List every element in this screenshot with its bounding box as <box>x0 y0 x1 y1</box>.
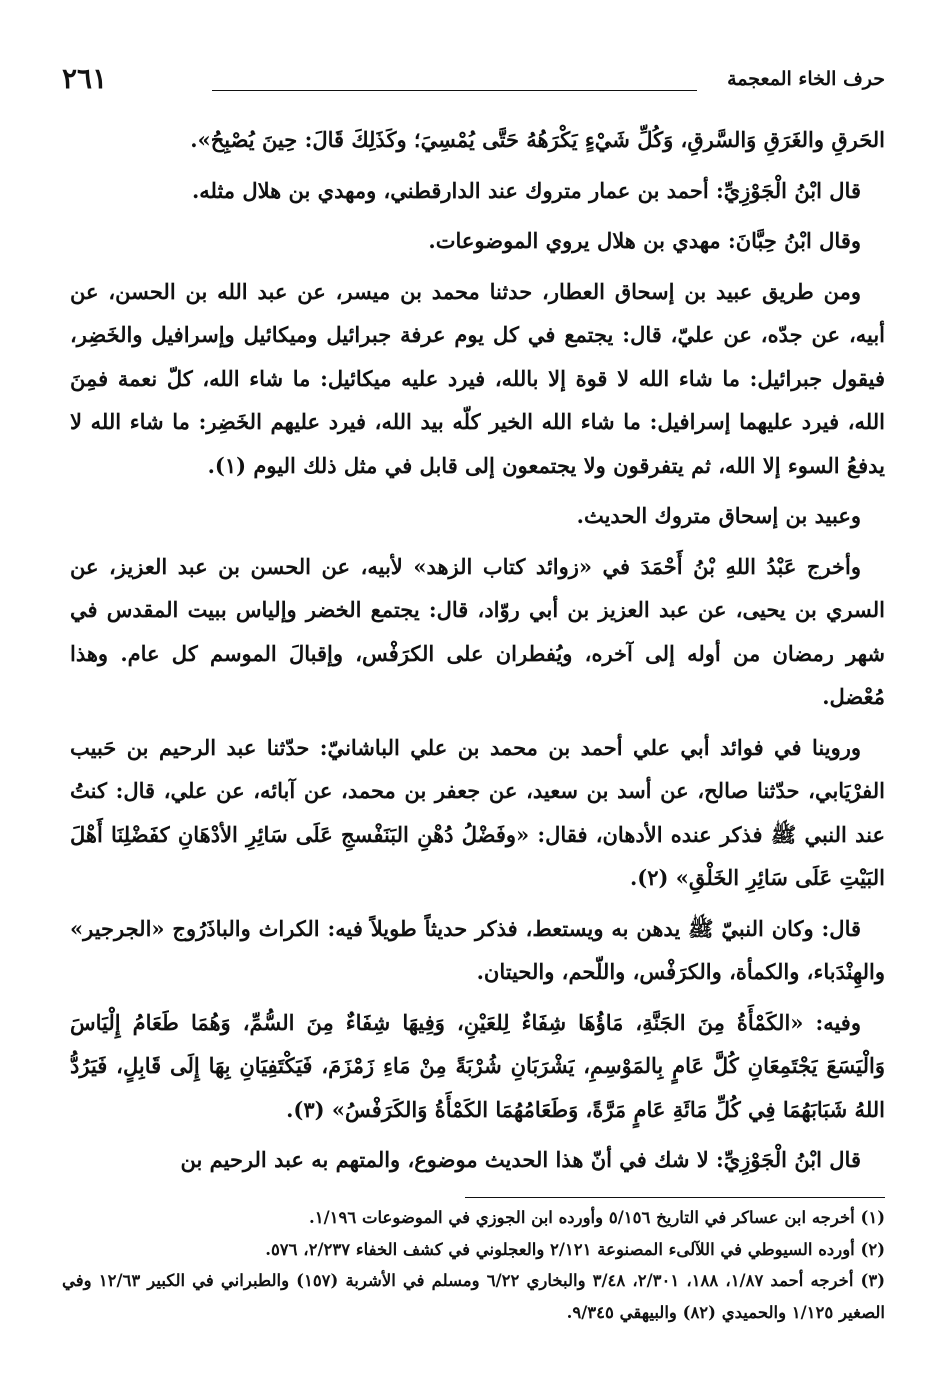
paragraph: وقال ابْنُ حِبَّانَ: مهدي بن هلال يروي الموضوعات. <box>428 228 861 253</box>
chapter-title: حرف الخاء المعجمة <box>727 68 885 90</box>
page-number: ٢٦١ <box>62 62 108 95</box>
footnote: (٣) أخرجه أحمد ١/٨٧، ١٨٨، ٢/٣٠١، ٣/٤٨ والبخاري ٦/٢٢ ومسلم في الأشربة (١٥٧) والطبراني في الكبير ١٢/٦٣ وفي الصغير ١/١٢٥ والحميدي (٨٢) والبيهقي ٩/٣٤٥. <box>62 1271 886 1322</box>
paragraph: قال: وكان النبيّ ﷺ يدهن به ويستعط، فذكر حديثاً طويلاً فيه: الكراث والباذَرُوج «الجرجير» والهِنْدَباء، والكمأة، والكرَفْس، واللّحم، والحيتان. <box>70 915 885 984</box>
main-text <box>70 118 885 1189</box>
header-rule <box>212 90 697 91</box>
paragraph: الحَرقِ والغَرَقِ وَالسَّرقِ، وَكُلِّ شَيْءٍ يَكْرَهُهُ حَتَّى يُمْسِيَ؛ وكَذَلِكَ قَالَ: حِينَ يُصْبِحُ». <box>190 127 885 152</box>
footnotes <box>62 1202 885 1328</box>
paragraph: وعبيد بن إسحاق متروك الحديث. <box>576 503 861 528</box>
footnote-rule <box>465 1197 885 1198</box>
paragraph: ومن طريق عبيد بن إسحاق العطار، حدثنا محمد بن ميسر، عن عبد الله بن الحسن، عن أبيه، عن جدّه، عن عليّ، قال: يجتمع في كل يوم عرفة جبرائيل وميكائيل وإسرافيل والخَضِر، فيقول جبرائيل: ما شاء الله لا قوة إلا بالله، فيرد عليه ميكائيل: ما شاء الله، كلّ نعمة فمِنَ الله، فيرد عليهما إسرافيل: ما شاء الله الخير كلّه بيد الله، فيرد عليهم الخَضِر: ما شاء الله لا يدفعُ السوء إلا الله، ثم يتفرقون ولا يجتمعون إلى قابل في مثل ذلك اليوم (١). <box>70 278 885 478</box>
paragraph: قال ابْنُ الْجَوْزِيِّ: أحمد بن عمار متروك عند الدارقطني، ومهدي بن هلال مثله. <box>191 177 861 203</box>
page-header <box>62 62 885 102</box>
paragraph: وفيه: «الكَمْأَةُ مِنَ الجَنَّةِ، مَاؤُهَا شِفَاءٌ لِلعَيْنِ، وَفِيهَا شِفَاءٌ مِنَ السُّمِّ، وَهُمَا طَعَامُ إِلْيَاسَ وَالْيَسَعَ يَجْتَمِعَانِ كُلَّ عَامٍ بِالمَوْسِمِ، يَشْرَبَانِ شُرْبَةً مِنْ مَاءِ زَمْزَمَ، فَيَكْتَفِيَانِ بِهَا إِلَى قَابِلٍ، فَيَرُدُّ اللهُ شَبَابَهُمَا فِي كُلِّ مَائَةِ عَامٍ مَرَّةً، وَطَعَامُهُمَا الكَمْأَةُ وَالكَرَفْسُ» (٣). <box>70 1009 885 1122</box>
paragraph: وروينا في فوائد أبي علي أحمد بن محمد بن علي الباشانيّ: حدّثنا عبد الرحيم بن حَبيب الفرْيَابي، حدّثنا صالح، عن أسد بن سعيد، عن جعفر بن محمد، عن آبائه، عن علي، قال: كنتُ عند النبي ﷺ فذكر عنده الأدهان، فقال: «وفَضْلُ دُهْنِ البَنَفْسجِ عَلَى سَائِرِ الأدْهَانِ كفَضْلِنَا أَهْلَ البَيْتِ عَلَى سَائِرِ الخَلْقِ» (٢). <box>70 734 885 890</box>
footnote: (٢) أورده السيوطي في اللآلىء المصنوعة ٢/١٢١ والعجلوني في كشف الخفاء ٢/٢٣٧، ٥٧٦. <box>265 1239 885 1259</box>
footnote: (١) أخرجه ابن عساكر في التاريخ ٥/١٥٦ وأورده ابن الجوزي في الموضوعات ١/١٩٦. <box>309 1208 885 1227</box>
paragraph: قال ابْنُ الْجَوْزِيِّ: لا شك في أنّ هذا الحديث موضوع، والمتهم به عبد الرحيم بن <box>180 1147 861 1172</box>
paragraph: وأخرج عَبْدُ اللهِ بْنُ أَحْمَدَ في «زوائد كتاب الزهد» لأبيه، عن الحسن بن عبد العزيز، عن السري بن يحيى، عن عبد العزيز بن أبي روّاد، قال: يجتمع الخضر وإلياس ببيت المقدس في شهر رمضان من أوله إلى آخره، ويُفطران على الكرَفْس، وإقبالَ الموسم كل عام. وهذا مُعْضل. <box>70 553 885 709</box>
